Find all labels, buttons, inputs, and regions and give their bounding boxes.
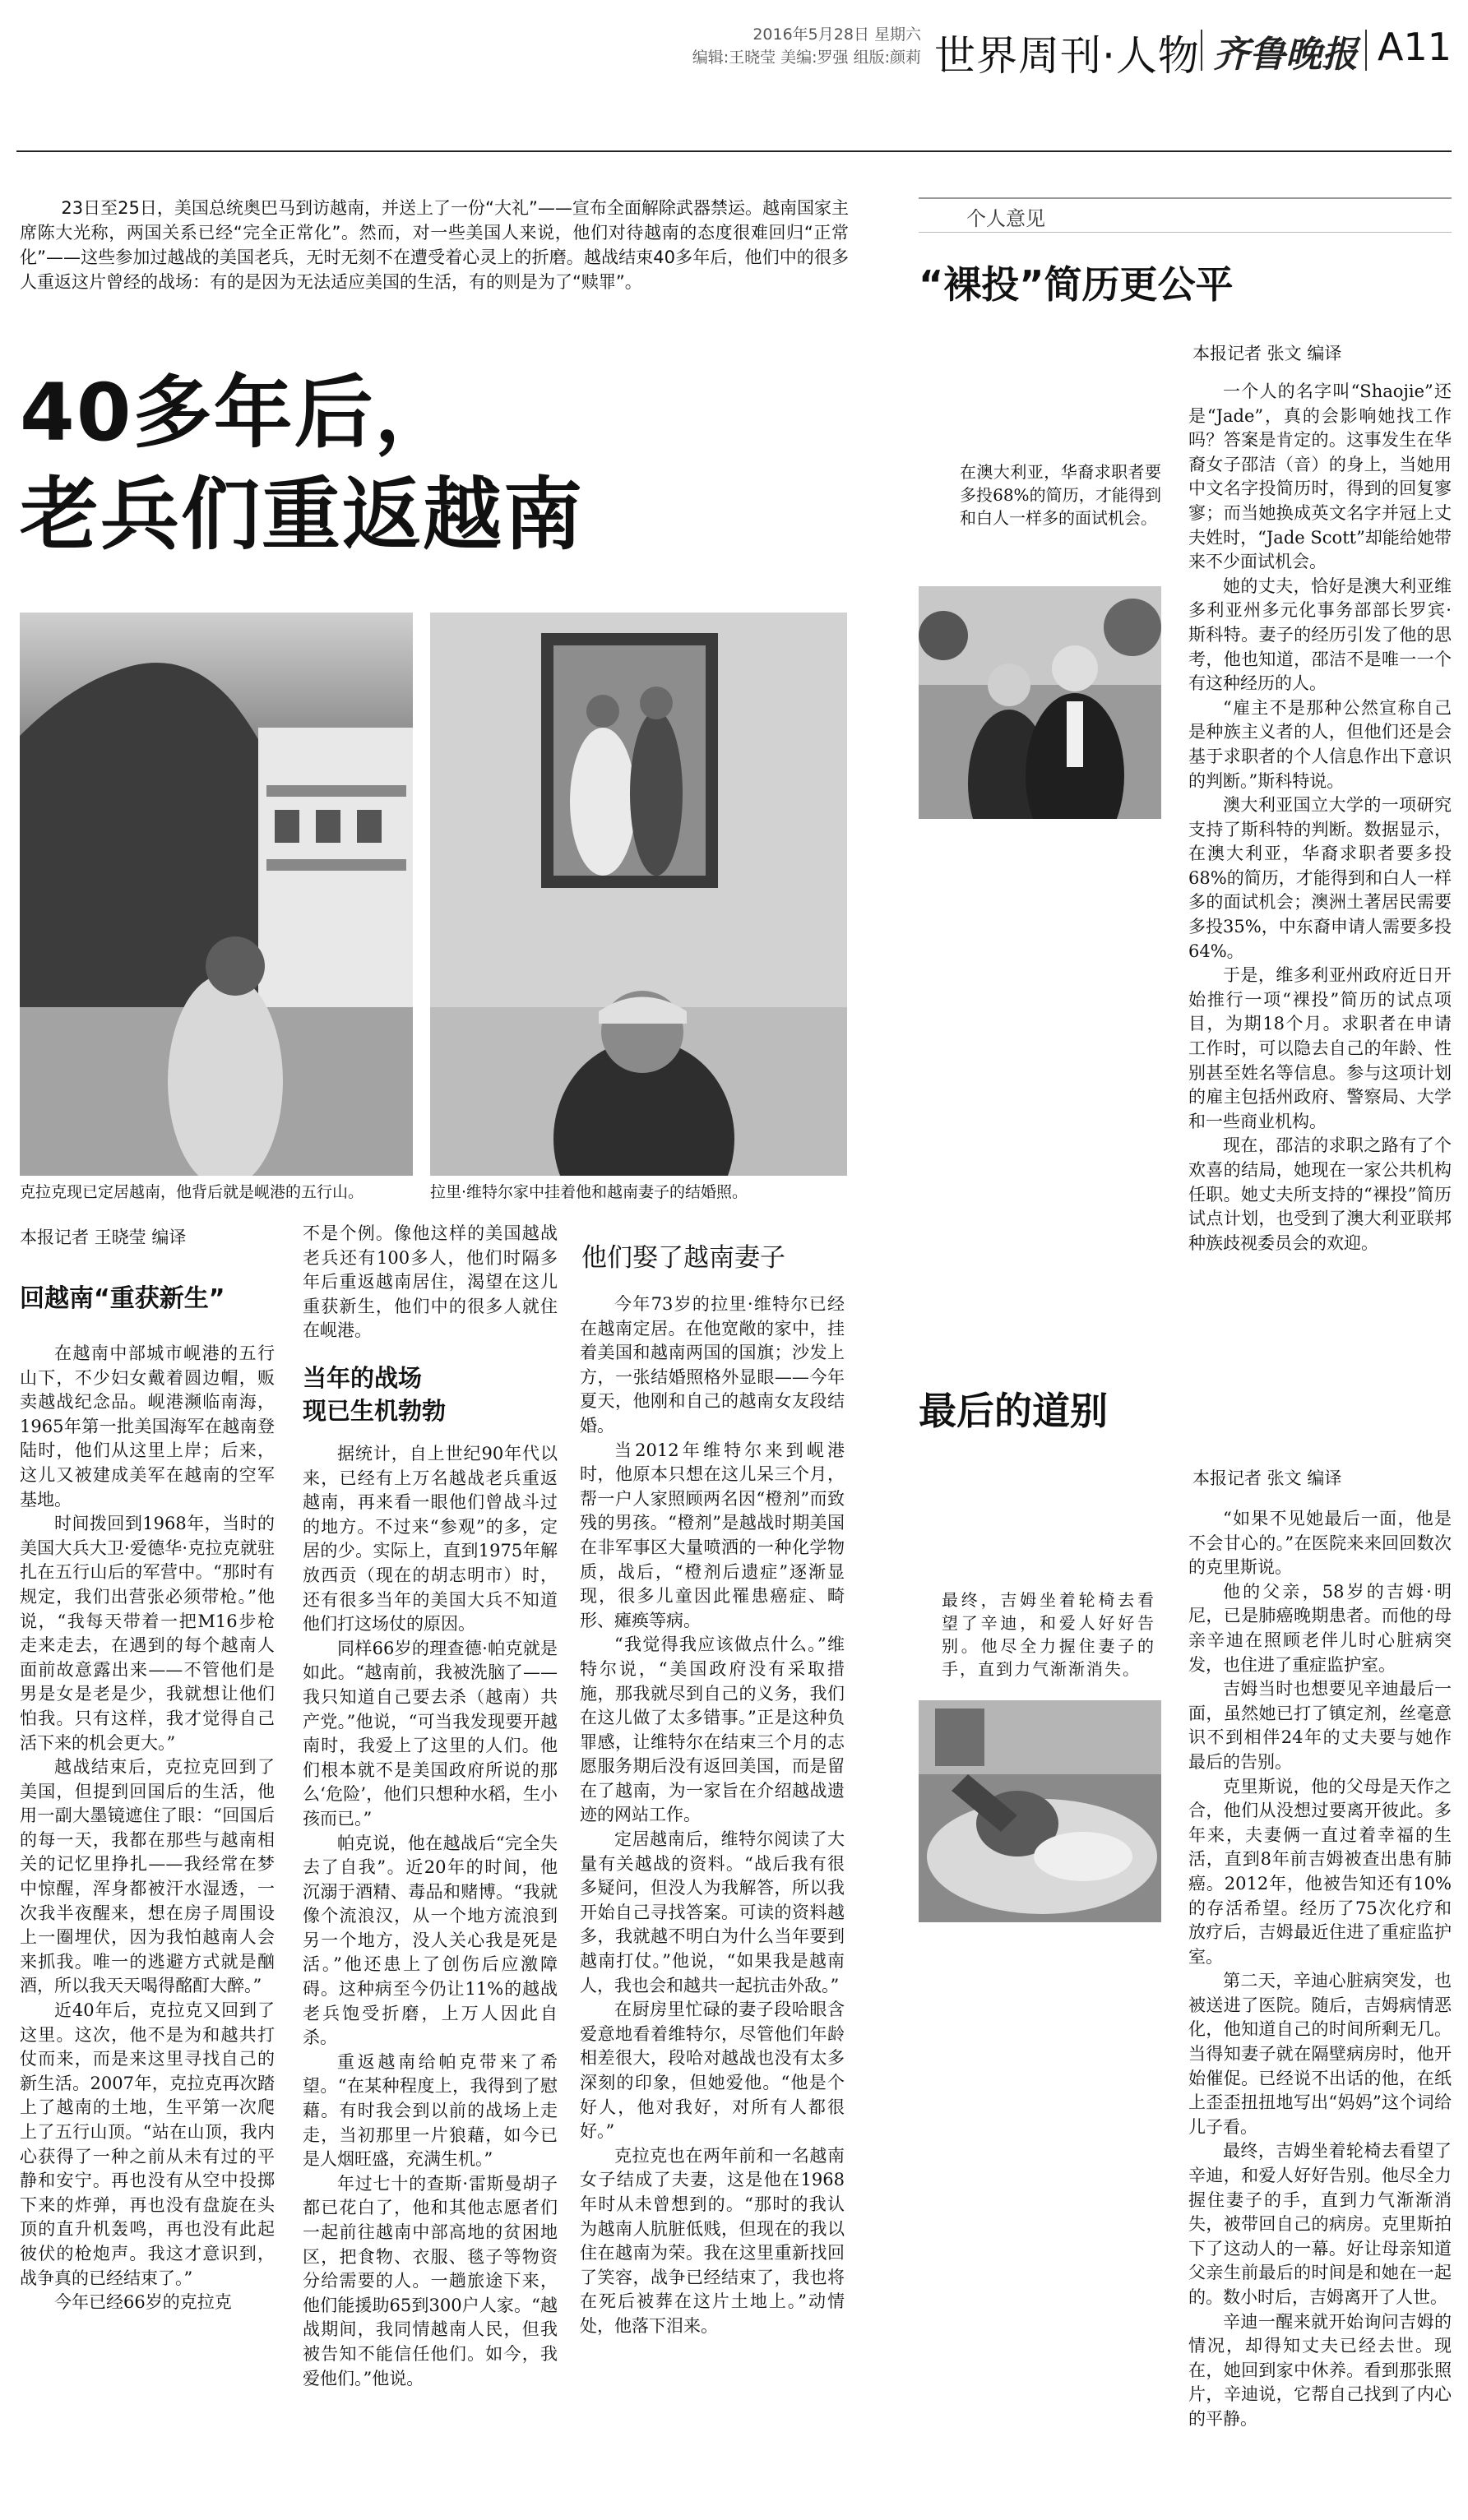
top-rule bbox=[16, 150, 1452, 152]
column-2 bbox=[303, 1442, 558, 2511]
photo-couple-svg bbox=[919, 586, 1161, 819]
farewell-photo-caption: 最终，吉姆坐着轮椅去看望了辛迪，和爱人好好告别。他尽全力握住妻子的手，直到力气渐渐消失。 bbox=[942, 1590, 1155, 1679]
photo-clark-mountain bbox=[20, 613, 413, 1176]
headline-line-1: 40多年后， bbox=[20, 367, 456, 459]
paragraph: 他的父亲，58岁的吉姆·明尼，已是肺癌晚期患者。而他的母亲辛迪在照顾老伴儿时心脏病突发，也住进了重症监护室。 bbox=[1188, 1581, 1452, 1675]
paragraph: 帕克说，他在越战后“完全失去了自我”。近20年的时间，他沉溺于酒精、毒品和赌博。“我就像个流浪汉，从一个地方流浪到另一个地方，没人关心我是死是活。”他还患上了创伤后应激障碍。这种病至今仍让11%的越战老兵饱受折磨，上万人因此自杀。 bbox=[303, 1833, 558, 2048]
photo-hospital-svg bbox=[919, 1700, 1161, 1922]
resume-byline: 本报记者 张文 编译 bbox=[1192, 344, 1342, 363]
column-3 bbox=[580, 1292, 845, 2509]
opinion-label: 个人意见 bbox=[966, 207, 1045, 230]
paragraph: 在越南中部城市岘港的五行山下，不少妇女戴着圆边帽，贩卖越战纪念品。岘港濒临南海，1965年第一批美国海军在越南登陆时，他们从这里上岸；后来，这儿又被建成美军在越南的空军基地。 bbox=[20, 1343, 275, 1510]
paragraph: “雇主不是那种公然宣称自己是种族主义者的人，但他们还是会基于求职者的个人信息作出下意识的判断。”斯科特说。 bbox=[1188, 697, 1452, 791]
header-divider bbox=[1201, 30, 1202, 71]
farewell-article-title: 最后的道别 bbox=[919, 1389, 1108, 1433]
header-divider bbox=[1365, 30, 1367, 71]
subhead-battlefield bbox=[303, 1362, 446, 1427]
photo-wedding-portrait bbox=[430, 613, 847, 1176]
paragraph: 越战结束后，克拉克回到了美国，但提到回国后的生活，他用一副大墨镜遮住了眼：“回国后的每一天，我都在那些与越南相关的记忆里挣扎——我经常在梦中惊醒，浑身都被汗水湿透，一次我半夜醒来，想在房子周围设上一圈埋伏，因为我怕越南人会来抓我。唯一的逃避方式就是酗酒，所以我天天喝得酩酊大醉。” bbox=[20, 1757, 275, 1996]
intro-text: 23日至25日，美国总统奥巴马到访越南，并送上了一份“大礼”——宣布全面解除武器禁运。越南国家主席陈大光称，两国关系已经“完全正常化”。然而，对一些美国人来说，他们对待越南的态度很难回归“正常化”——这些参加过越战的美国老兵，无时无刻不在遭受着心灵上的折磨。越战结束40多年后，他们中的很多人重返这片曾经的战场：有的是因为无法适应美国的生活，有的则是为了“赎罪”。 bbox=[20, 198, 849, 292]
paragraph: 吉姆当时也想要见辛迪最后一面，虽然她已打了镇定剂，丝毫意识不到相伴24年的丈夫要与她作最后的告别。 bbox=[1188, 1679, 1452, 1772]
issue-date: 2016年5月28日 星期六 bbox=[753, 25, 921, 44]
paragraph: 时间拨回到1968年，当时的美国大兵大卫·爱德华·克拉克就驻扎在五行山后的军营中。“那时有规定，我们出营张必须带枪。”他说，“我每天带着一把M16步枪走来走去，在遇到的每个越南人面前故意露出来——不管他们是男是女是老是少，我就想让他们怕我。只有这样，我才觉得自己活下来的机会更大。” bbox=[20, 1514, 275, 1753]
paragraph: “如果不见她最后一面，他是不会甘心的。”在医院来来回回数次的克里斯说。 bbox=[1188, 1509, 1452, 1578]
subhead-line: 现已生机勃勃 bbox=[303, 1397, 447, 1425]
photo-couple bbox=[919, 586, 1161, 819]
paragraph: 年过七十的查斯·雷斯曼胡子都已花白了，他和其他志愿者们一起前往越南中部高地的贫困地区，把食物、衣服、毯子等物资分给需要的人。一趟旅途下来，他们能援助65到300户人家。“越战期间，我同情越南人民，但我被告知不能信任他们。如今，我爱他们。”他说。 bbox=[303, 2173, 558, 2388]
paragraph: 她的丈夫，恰好是澳大利亚维多利亚州多元化事务部部长罗宾·斯科特。妻子的经历引发了他的思考，他也知道，邵洁不是唯一一个有这种经历的人。 bbox=[1188, 576, 1452, 694]
subhead-married: 他们娶了越南妻子 bbox=[581, 1243, 785, 1273]
paragraph: 据统计，自上世纪90年代以来，已经有上万名越战老兵重返越南，再来看一眼他们曾战斗过的地方。不过来“参观”的多，定居的少。实际上，直到1975年解放西贡（现在的胡志明市）时，还有很多当年的美国大兵不知道他们打这场仗的原因。 bbox=[303, 1444, 558, 1635]
paragraph: 今年73岁的拉里·维特尔已经在越南定居。在他宽敞的家中，挂着美国和越南两国的国旗；沙发上方，一张结婚照格外显眼——今年夏天，他刚和自己的越南女友段结婚。 bbox=[580, 1294, 845, 1436]
photo-hospital bbox=[919, 1700, 1161, 1922]
headline bbox=[20, 362, 842, 566]
column-2-top bbox=[303, 1222, 558, 1347]
paragraph: 第二天，辛迪心脏病突发，也被送进了医院。随后，吉姆病情恶化，他知道自己的时间所剩无几。当得知妻子就在隔壁病房时，他开始催促。已经说不出话的他，在纸上歪歪扭扭地写出“妈妈”这个词给儿子看。 bbox=[1188, 1971, 1452, 2137]
resume-article-title: “裸投”简历更公平 bbox=[919, 262, 1234, 307]
editor-credits: 编辑:王晓莹 美编:罗强 组版:颜莉 bbox=[692, 49, 921, 67]
paragraph: 不是个例。像他这样的美国越战老兵还有100多人，他们时隔多年后重返越南居住，渴望在这儿重获新生，他们中的很多人就住在岘港。 bbox=[303, 1223, 558, 1341]
paragraph: 重返越南给帕克带来了希望。“在某种程度上，我得到了慰藉。有时我会到以前的战场上走走，当初那里一片狼藉，如今已是人烟旺盛，充满生机。” bbox=[303, 2051, 558, 2170]
paragraph: 辛迪一醒来就开始询问吉姆的情况，却得知丈夫已经去世。现在，她回到家中休养。看到那张照片，辛迪说，它帮自己找到了内心的平静。 bbox=[1188, 2311, 1452, 2429]
photo-wedding-portrait-svg bbox=[430, 613, 847, 1176]
paragraph: 定居越南后，维特尔阅读了大量有关越战的资料。“战后我有很多疑问，但没人为我解答，所以我开始自己寻找答案。可读的资料越多，我就越不明白为什么当年要到越南打仗。”他说，“如果我是越南人，我也会和越共一起抗击外敌。” bbox=[580, 1829, 845, 1995]
page-number: A11 bbox=[1378, 25, 1452, 69]
section-title: 世界周刊·人物 bbox=[934, 32, 1200, 80]
paragraph: 克拉克也在两年前和一名越南女子结成了夫妻，这是他在1968年时从未曾想到的。“那时的我认为越南人肮脏低贱，但现在的我以住在越南为荣。我在这里重新找回了笑容，战争已经结束了，我也将在死后被葬在这片土地上。”动情处，他落下泪来。 bbox=[580, 2145, 845, 2336]
paragraph: “我觉得我应该做点什么。”维特尔说，“美国政府没有采取措施，那我就尽到自己的义务，我们在这儿做了太多错事。”正是这种负罪感，让维特尔在结束三个月的志愿服务期后没有返回美国，而是留在了越南，为一家旨在介绍越战遗迹的网站工作。 bbox=[580, 1635, 845, 1825]
subhead-line: 当年的战场 bbox=[303, 1364, 423, 1392]
photo-caption-right: 拉里·维特尔家中挂着他和越南妻子的结婚照。 bbox=[430, 1183, 748, 1201]
photo-clark-mountain-svg bbox=[20, 613, 413, 1176]
newspaper-logo: 齐鲁晚报 bbox=[1213, 34, 1358, 76]
paragraph: 今年已经66岁的克拉克 bbox=[54, 2292, 232, 2313]
paragraph: 澳大利亚国立大学的一项研究支持了斯科特的判断。数据显示，在澳大利亚，华裔求职者要多投68%的简历，才能得到和白人一样多的面试机会；澳洲土著居民需要多投35%，中东裔申请人需要多投64%。 bbox=[1188, 795, 1452, 961]
paragraph: 现在，邵洁的求职之路有了个欢喜的结局，她现在一家公共机构任职。她丈夫所支持的“裸投”简历试点计划，也受到了澳大利亚联邦种族歧视委员会的欢迎。 bbox=[1188, 1135, 1452, 1253]
paragraph: 近40年后，克拉克又回到了这里。这次，他不是为和越共打仗而来，而是来这里寻找自己的新生活。2007年，克拉克再次踏上了越南的土地，生平第一次爬上了五行山顶。“站在山顶，我内心获得了一种之前从未有过的平静和安宁。再也没有从空中投掷下来的炸弹，再也没有盘旋在头顶的直升机轰鸣，再也没有此起彼伏的枪炮声。我这才意识到，战争真的已经结束了。” bbox=[20, 2000, 275, 2288]
paragraph: 当2012年维特尔来到岘港时，他原本只想在这儿呆三个月，帮一户人家照顾两名因“橙剂”而致残的男孩。“橙剂”是越战时期美国在非军事区大量喷洒的一种化学物质，战后，“橙剂后遗症”逐渐显现，很多儿童因此罹患癌症、畸形、瘫痪等病。 bbox=[580, 1440, 845, 1630]
paragraph: 一个人的名字叫“Shaojie”还是“Jade”，真的会影响她找工作吗？答案是肯定的。这事发生在华裔女子邵洁（音）的身上，当她用中文名字投简历时，得到的回复寥寥；而当她换成英文名字并冠上丈夫姓时，“Jade Scott”却能给她带来不少面试机会。 bbox=[1188, 381, 1452, 572]
main-byline: 本报记者 王晓莹 编译 bbox=[20, 1228, 187, 1247]
photo-caption-left: 克拉克现已定居越南，他背后就是岘港的五行山。 bbox=[20, 1183, 364, 1201]
farewell-byline: 本报记者 张文 编译 bbox=[1192, 1468, 1342, 1488]
paragraph: 于是，维多利亚州政府近日开始推行一项“裸投”简历的试点项目，为期18个月。求职者在申请工作时，可以隐去自己的年龄、性别甚至姓名等信息。参与这项计划的雇主包括州政府、警察局、大学和一些商业机构。 bbox=[1188, 965, 1452, 1131]
paragraph: 在厨房里忙碌的妻子段哈眼含爱意地看着维特尔，尽管他们年龄相差很大，段哈对越战也没有太多深刻的印象，但她爱他。“他是个好人，他对我好，对所有人都很好。” bbox=[580, 2000, 845, 2142]
column-1 bbox=[20, 1342, 275, 2509]
resume-body bbox=[1188, 380, 1452, 1309]
headline-line-2: 老兵们重返越南 bbox=[20, 469, 584, 561]
paragraph: 最终，吉姆坐着轮椅去看望了辛迪，和爱人好好告别。他尽全力握住妻子的手，直到力气渐渐消失，被带回自己的病房。克里斯拍下了这动人的一幕。好让母亲知道父亲生前最后的时间是和她在一起的。数小时后，吉姆离开了人世。 bbox=[1188, 2141, 1452, 2307]
subhead-rebirth: 回越南“重获新生” bbox=[20, 1284, 225, 1313]
paragraph: 同样66岁的理查德·帕克就是如此。“越南前，我被洗脑了——我只知道自己要去杀（越南）共产党。”他说，“可当我发现要开越南时，我爱上了这里的人们。他们根本就不是美国政府所说的那么‘危险’，他们只想种水稻，生小孩而已。” bbox=[303, 1638, 558, 1829]
farewell-body bbox=[1188, 1507, 1452, 2510]
resume-photo-caption: 在澳大利亚，华裔求职者要多投68%的简历，才能得到和白人一样多的面试机会。 bbox=[960, 462, 1161, 528]
paragraph: 克里斯说，他的父母是天作之合，他们从没想过要离开彼此。多年来，夫妻俩一直过着幸福的生活，直到8年前吉姆被查出患有肺癌。2012年，他被告知还有10%的存活希望。经历了75次化疗和放疗后，吉姆最近住进了重症监护室。 bbox=[1188, 1776, 1452, 1967]
